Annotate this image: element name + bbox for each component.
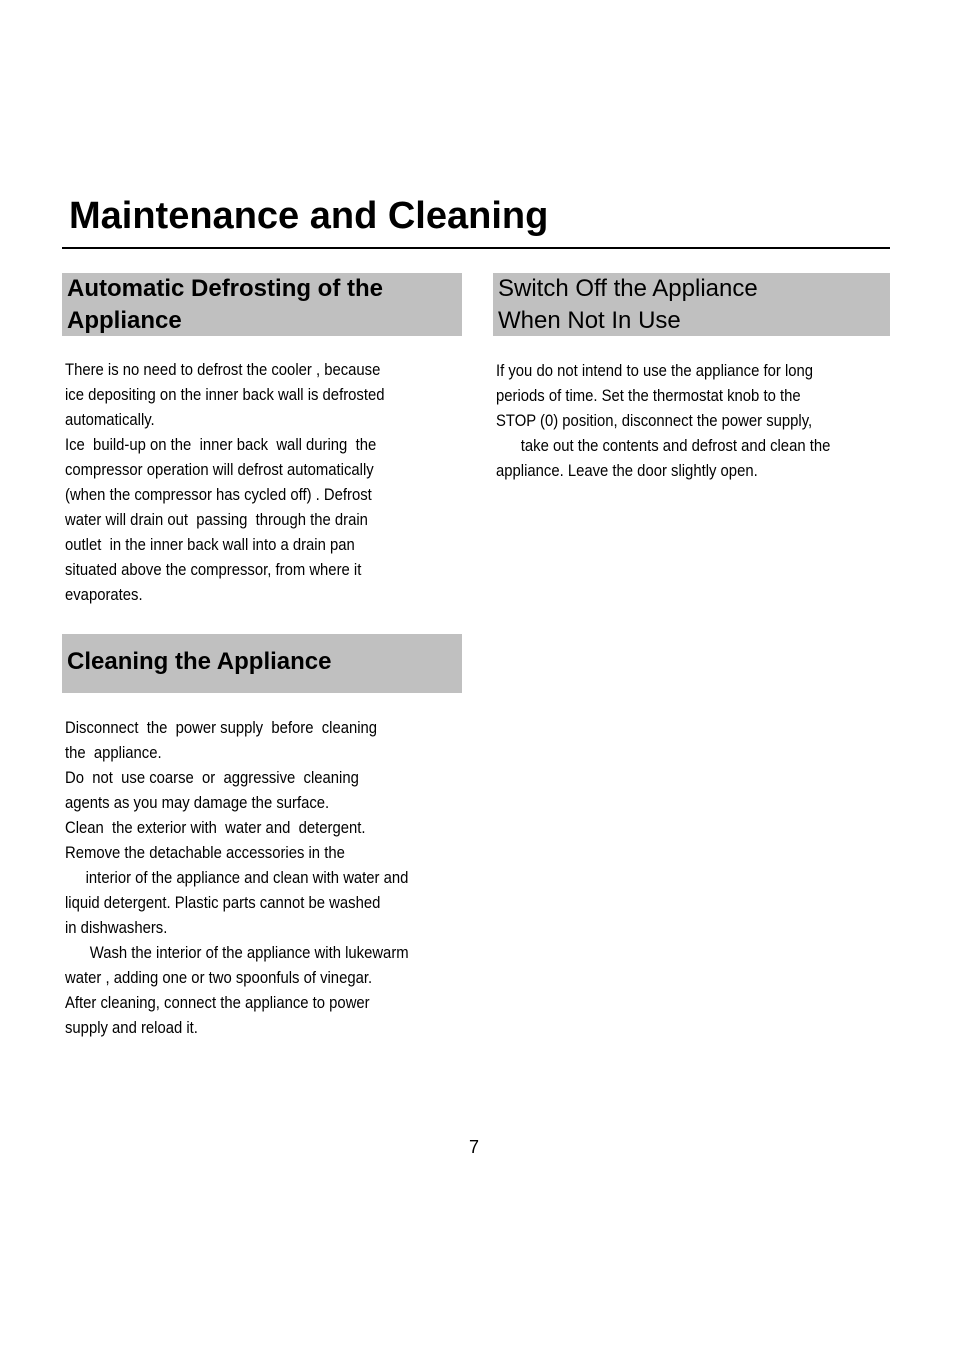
switch-off-body-line: appliance. Leave the door slightly open. (496, 462, 758, 480)
cleaning-body-line: interior of the appliance and clean with water and (65, 869, 409, 887)
cleaning-section-body (65, 716, 409, 1041)
switch-off-body-line: take out the contents and defrost and clean the (496, 437, 831, 455)
cleaning-body-line: agents as you may damage the surface. (65, 794, 330, 812)
cleaning-body-line: Do not use coarse or aggressive cleaning (65, 769, 359, 787)
cleaning-body-line: water , adding one or two spoonfuls of vinegar. (65, 969, 373, 987)
defrost-body-line: automatically. (65, 411, 155, 429)
switch-off-body-line: If you do not intend to use the appliance for long (496, 362, 814, 380)
cleaning-body-line: in dishwashers. (65, 919, 168, 937)
cleaning-body-line: supply and reload it. (65, 1019, 198, 1037)
defrost-body-line: situated above the compressor, from where it (65, 561, 362, 579)
cleaning-body-line: liquid detergent. Plastic parts cannot be washed (65, 894, 381, 912)
defrost-body-line: compressor operation will defrost automatically (65, 461, 374, 479)
page-title: Maintenance and Cleaning (69, 195, 549, 237)
cleaning-body-line: After cleaning, connect the appliance to power (65, 994, 370, 1012)
switch-off-body-line: periods of time. Set the thermostat knob to the (496, 387, 801, 405)
cleaning-body-line: Clean the exterior with water and detergent. (65, 819, 366, 837)
defrost-section-heading (62, 273, 462, 336)
defrost-body-line: There is no need to defrost the cooler , because (65, 361, 381, 379)
defrost-heading-line-2: Appliance (67, 307, 182, 334)
cleaning-body-line: the appliance. (65, 744, 162, 762)
title-divider (62, 247, 890, 249)
defrost-body-line: water will drain out passing through the drain (65, 511, 368, 529)
switch-off-heading-line-2: When Not In Use (498, 307, 681, 334)
cleaning-heading-line-1: Cleaning the Appliance (67, 648, 332, 675)
defrost-body-line: evaporates. (65, 586, 143, 604)
defrost-section-body (65, 358, 384, 608)
cleaning-body-line: Disconnect the power supply before cleaning (65, 719, 378, 737)
defrost-body-line: (when the compressor has cycled off) . Defrost (65, 486, 372, 504)
switch-off-section-heading (493, 273, 890, 336)
defrost-body-line: ice depositing on the inner back wall is defrosted (65, 386, 385, 404)
defrost-heading-line-1: Automatic Defrosting of the (67, 275, 383, 302)
page-number: 7 (469, 1137, 480, 1157)
cleaning-section-heading (62, 634, 462, 693)
defrost-body-line: outlet in the inner back wall into a drain pan (65, 536, 355, 554)
cleaning-body-line: Wash the interior of the appliance with lukewarm (65, 944, 409, 962)
switch-off-body-line: STOP (0) position, disconnect the power supply, (496, 412, 813, 430)
cleaning-body-line: Remove the detachable accessories in the (65, 844, 345, 862)
defrost-body-line: Ice build-up on the inner back wall during the (65, 436, 377, 454)
switch-off-heading-line-1: Switch Off the Appliance (498, 275, 758, 302)
switch-off-section-body (496, 359, 830, 484)
